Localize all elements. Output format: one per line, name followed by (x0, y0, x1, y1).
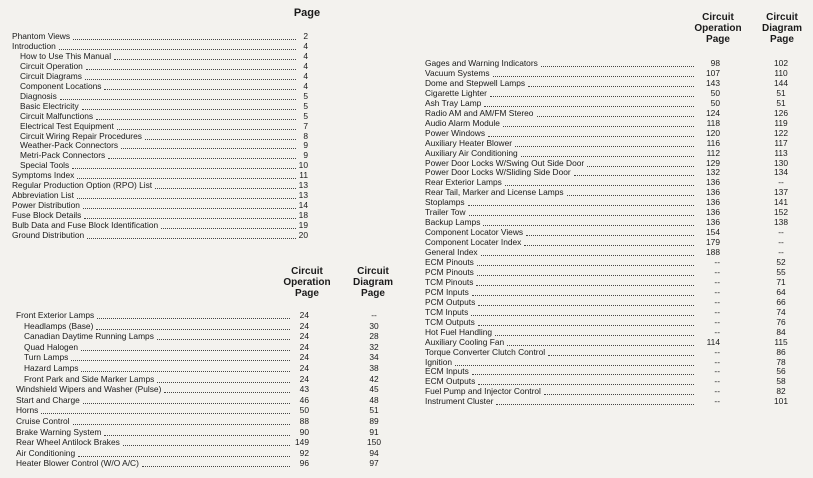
operation-page: 92 (299, 447, 309, 458)
entry-title: Horns (16, 405, 39, 416)
diagram-page: 113 (774, 147, 788, 158)
diagram-page: 32 (369, 341, 379, 352)
operation-page: -- (714, 376, 720, 387)
operation-page: 50 (710, 87, 720, 98)
entry-title: Turn Lamps (24, 352, 69, 363)
operation-page: 136 (706, 207, 720, 218)
diagram-page: 152 (774, 207, 788, 218)
toc-entry (16, 458, 390, 468)
entry-title: PCM Outputs (425, 296, 476, 307)
page-number: 5 (303, 110, 308, 121)
entry-title: Backup Lamps (425, 217, 481, 228)
entry-title: Headlamps (Base) (24, 320, 94, 331)
entry-title: Front Park and Side Marker Lamps (24, 373, 155, 384)
dot-leader (78, 446, 290, 457)
operation-page: 43 (299, 384, 309, 395)
operation-page: 107 (706, 67, 720, 78)
diagram-page: 56 (776, 366, 786, 377)
operation-page: 136 (706, 197, 720, 208)
entry-title: Dome and Stepwell Lamps (425, 77, 526, 88)
diagram-page: 30 (369, 320, 379, 331)
entry-title: Ground Distribution (12, 230, 85, 240)
entry-title: Component Locator Views (425, 227, 524, 238)
diagram-page: 48 (369, 394, 379, 405)
operation-page: 179 (706, 237, 720, 248)
entry-title: Fuse Block Details (12, 210, 82, 221)
entry-title: Component Locater Index (425, 237, 522, 248)
entry-title: Regular Production Option (RPO) List (12, 180, 153, 191)
entry-title: Power Windows (425, 127, 486, 138)
diagram-page: 89 (369, 416, 379, 426)
dot-leader (87, 228, 296, 239)
diagram-page: 76 (776, 316, 786, 327)
dot-leader (71, 350, 290, 361)
page-number: 8 (303, 130, 308, 141)
operation-page: -- (714, 286, 720, 297)
entry-title: Power Door Locks W/Swing Out Side Door (425, 157, 585, 168)
header-line: Operation (694, 23, 742, 34)
entry-title: Windshield Wipers and Washer (Pulse) (16, 384, 162, 395)
diagram-page: 141 (774, 197, 788, 208)
diagram-page: 71 (776, 276, 786, 287)
operation-page: 124 (706, 107, 720, 118)
entry-title: Special Tools (20, 160, 70, 171)
diagram-page: 52 (776, 257, 786, 267)
operation-page: 98 (710, 58, 720, 68)
operation-page: 149 (295, 437, 309, 448)
entry-title: Radio AM and AM/FM Stereo (425, 107, 534, 118)
operation-page: 154 (706, 227, 720, 238)
entry-title: Vacuum Systems (425, 67, 490, 78)
entry-title: Circuit Operation (20, 60, 83, 71)
page-number: 4 (303, 80, 308, 91)
diagram-page: -- (778, 247, 784, 258)
operation-page: 118 (706, 117, 720, 128)
entry-title: How to Use This Manual (20, 50, 112, 61)
page-number: 14 (298, 200, 308, 211)
page-number: 2 (303, 31, 308, 41)
entry-title: Rear Exterior Lamps (425, 177, 502, 188)
entry-title: Gages and Warning Indicators (425, 58, 538, 68)
diagram-page: 115 (774, 336, 788, 347)
entry-title: General Index (425, 247, 478, 258)
entry-title: Fuel Pump and Injector Control (425, 386, 541, 397)
dot-leader (81, 340, 290, 351)
entry-title: Basic Electricity (20, 100, 79, 111)
entry-title: Weather-Pack Connectors (20, 140, 119, 151)
diagram-page: 55 (776, 266, 786, 277)
diagram-page: 64 (776, 286, 786, 297)
entry-title: Torque Converter Clutch Control (425, 346, 546, 357)
header-line: Circuit (766, 12, 798, 23)
toc-entry (12, 230, 308, 240)
dot-leader (157, 372, 290, 383)
page-number: 13 (298, 180, 308, 191)
diagram-page: 122 (774, 127, 788, 138)
operation-page: 116 (706, 137, 720, 148)
entry-title: TCM Outputs (425, 316, 475, 327)
entry-title: Bulb Data and Fuse Block Identification (12, 220, 159, 231)
entry-title: Power Distribution (12, 200, 80, 211)
entry-title: Start and Charge (16, 394, 80, 405)
operation-page: 96 (299, 458, 309, 469)
header-line: Circuit (702, 12, 734, 23)
entry-title: Heater Blower Control (W/O A/C) (16, 458, 139, 469)
page-number: 5 (303, 90, 308, 101)
diagram-page: 117 (774, 137, 788, 148)
operation-page: -- (714, 266, 720, 277)
operation-page: -- (714, 296, 720, 307)
entry-title: Auxiliary Air Conditioning (425, 147, 518, 158)
page-number: 5 (303, 100, 308, 111)
entry-title: Stoplamps (425, 197, 465, 208)
entry-title: Introduction (12, 40, 56, 51)
operation-page: 136 (706, 177, 720, 188)
diagram-page: 84 (776, 326, 786, 337)
operation-page: 24 (299, 341, 309, 352)
diagram-page: 91 (369, 426, 379, 437)
diagram-page: 144 (774, 77, 788, 88)
diagram-page: 58 (776, 376, 786, 387)
diagram-page: 45 (369, 384, 379, 395)
operation-page: 188 (706, 247, 720, 258)
diagram-page: 51 (776, 97, 786, 108)
entry-title: Rear Wheel Antilock Brakes (16, 437, 120, 448)
page-number: 4 (303, 70, 308, 81)
right-operation-header (684, 12, 752, 45)
page-number: 18 (298, 210, 308, 221)
dot-leader (104, 425, 290, 436)
diagram-page: 97 (369, 458, 379, 469)
entry-title: Brake Warning System (16, 426, 102, 437)
operation-page: -- (714, 366, 720, 377)
entry-title: Quad Halogen (24, 341, 79, 352)
bottom-left-operation-header (272, 266, 342, 299)
diagram-page: 28 (369, 331, 379, 342)
entry-title: Ash Tray Lamp (425, 97, 482, 108)
diagram-page: 134 (774, 167, 788, 178)
operation-page: 114 (706, 336, 720, 347)
header-line: Page (361, 288, 385, 299)
operation-page: 24 (299, 352, 309, 363)
dot-leader (83, 393, 290, 404)
page-number: 13 (298, 190, 308, 201)
entry-title: Trailer Tow (425, 207, 466, 218)
dot-leader (81, 361, 290, 372)
operation-page: -- (714, 257, 720, 267)
entry-title: TCM Inputs (425, 306, 469, 317)
diagram-page: 102 (774, 58, 788, 68)
diagram-page: 138 (774, 217, 788, 228)
entry-title: PCM Pinouts (425, 266, 474, 277)
diagram-page: 42 (369, 373, 379, 384)
page-number: 4 (303, 60, 308, 71)
header-line: Page (706, 34, 730, 45)
entry-title: Auxiliary Cooling Fan (425, 336, 505, 347)
operation-page: -- (714, 386, 720, 397)
operation-page: 112 (706, 147, 720, 158)
entry-title: Circuit Wiring Repair Procedures (20, 130, 142, 141)
page-number: 20 (298, 230, 308, 240)
dot-leader (73, 414, 290, 425)
operation-page: -- (714, 326, 720, 337)
entry-title: Hazard Lamps (24, 363, 79, 373)
diagram-page: 86 (776, 346, 786, 357)
entry-title: Circuit Malfunctions (20, 110, 94, 121)
page-number: 11 (299, 170, 308, 181)
header-line: Diagram (761, 23, 802, 34)
dot-leader (96, 319, 290, 330)
diagram-page: 137 (774, 187, 788, 198)
entry-title: ECM Pinouts (425, 257, 474, 267)
diagram-page: -- (778, 177, 784, 188)
entry-title: Front Exterior Lamps (16, 310, 95, 320)
operation-page: 143 (706, 77, 720, 88)
header-line: Circuit (357, 266, 389, 277)
diagram-page: 101 (774, 396, 788, 407)
header-line: Page (295, 288, 319, 299)
page-header-label: Page (293, 7, 321, 19)
operation-page: 136 (706, 187, 720, 198)
entry-title: Circuit Diagrams (20, 70, 82, 81)
entry-title: Hot Fuel Handling (425, 326, 493, 337)
dot-leader (41, 403, 290, 414)
entry-title: Abbreviation List (12, 190, 74, 201)
page-number: 4 (303, 40, 308, 51)
dot-leader (97, 308, 290, 319)
diagram-page: 94 (369, 447, 379, 458)
entry-title: Diagnosis (20, 90, 57, 101)
entry-title: Ignition (425, 356, 453, 367)
operation-page: 24 (299, 320, 309, 331)
entry-title: Canadian Daytime Running Lamps (24, 331, 154, 342)
operation-page: 50 (710, 97, 720, 108)
top-left-page-header (285, 8, 329, 19)
diagram-page: -- (778, 237, 784, 248)
right-diagram-header (752, 12, 812, 45)
page-number: 9 (303, 140, 308, 151)
bottom-left-diagram-header (338, 266, 408, 299)
diagram-page: 110 (774, 67, 788, 78)
diagram-page: 74 (776, 306, 786, 317)
diagram-page: 34 (369, 352, 379, 363)
dot-leader (157, 329, 290, 340)
operation-page: 132 (706, 167, 720, 178)
operation-page: -- (714, 356, 720, 367)
entry-title: Phantom Views (12, 31, 71, 41)
entry-title: Symptoms Index (12, 170, 75, 181)
operation-page: -- (714, 346, 720, 357)
diagram-page: 82 (776, 386, 786, 397)
header-line: Circuit (291, 266, 323, 277)
entry-title: Instrument Cluster (425, 396, 494, 407)
diagram-page: 66 (776, 296, 786, 307)
diagram-page: 126 (774, 107, 788, 118)
operation-page: 46 (299, 394, 309, 405)
operation-page: 129 (706, 157, 720, 168)
diagram-page: 119 (774, 117, 788, 128)
entry-title: ECM Outputs (425, 376, 476, 387)
entry-title: Metri-Pack Connectors (20, 150, 106, 161)
operation-page: -- (714, 276, 720, 287)
entry-title: Auxiliary Heater Blower (425, 137, 513, 148)
diagram-page: 130 (774, 157, 788, 168)
entry-title: Electrical Test Equipment (20, 120, 114, 131)
entry-title: Component Locations (20, 80, 102, 91)
operation-page: 50 (299, 405, 309, 416)
entry-title: Air Conditioning (16, 447, 76, 458)
entry-title: Power Door Locks W/Sliding Side Door (425, 167, 571, 178)
diagram-page: 51 (369, 405, 379, 416)
page-number: 7 (303, 120, 308, 131)
operation-page: -- (714, 396, 720, 407)
operation-page: 120 (706, 127, 720, 138)
header-line: Diagram (352, 277, 393, 288)
entry-title: TCM Pinouts (425, 276, 474, 287)
entry-title: Cigarette Lighter (425, 87, 487, 98)
diagram-page: 150 (367, 437, 381, 448)
page-number: 10 (298, 160, 308, 171)
operation-page: 136 (706, 217, 720, 228)
dot-leader (164, 382, 290, 393)
diagram-page: -- (371, 310, 377, 320)
page-number: 4 (303, 50, 308, 61)
operation-page: -- (714, 306, 720, 317)
entry-title: Cruise Control (16, 416, 70, 426)
entry-title: ECM Inputs (425, 366, 469, 377)
toc-entry (425, 396, 802, 406)
entry-title: Rear Tail, Marker and License Lamps (425, 187, 564, 198)
diagram-page: 38 (369, 363, 379, 373)
dot-leader (496, 394, 694, 405)
operation-page: -- (714, 316, 720, 327)
operation-page: 24 (299, 331, 309, 342)
operation-page: 24 (299, 363, 309, 373)
operation-page: 90 (299, 426, 309, 437)
diagram-page: 78 (776, 356, 786, 367)
entry-title: Audio Alarm Module (425, 117, 500, 128)
diagram-page: -- (778, 227, 784, 238)
dot-leader (123, 435, 290, 446)
page-number: 9 (303, 150, 308, 161)
operation-page: 88 (299, 416, 309, 426)
dot-leader (142, 456, 290, 467)
page-number: 19 (298, 220, 308, 231)
diagram-page: 51 (776, 87, 786, 98)
operation-page: 24 (299, 310, 309, 320)
header-line: Page (770, 34, 794, 45)
operation-page: 24 (299, 373, 309, 384)
header-line: Operation (283, 277, 331, 288)
entry-title: PCM Inputs (425, 286, 469, 297)
